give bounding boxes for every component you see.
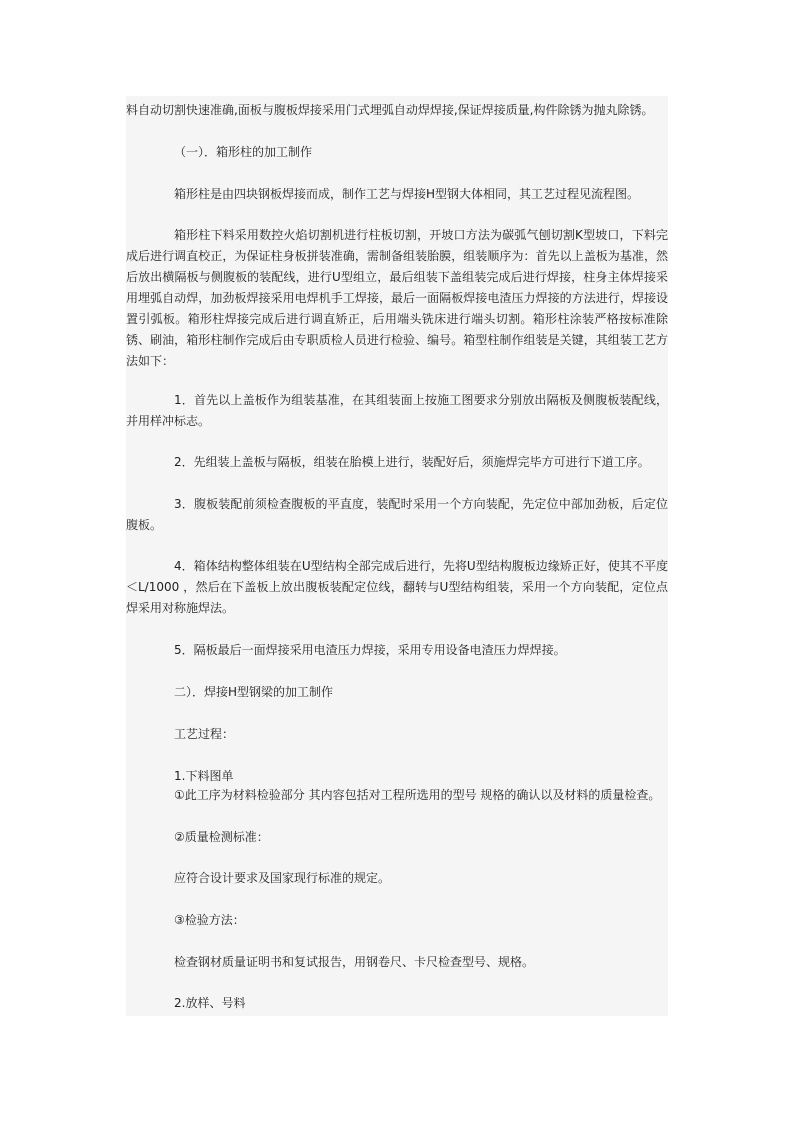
list-item-5: 5．隔板最后一面焊接采用电渣压力焊接，采用专用设备电渣压力焊焊接。 (174, 643, 566, 657)
list-item-3: 3．腹板装配前须检查腹板的平直度，装配时采用一个方向装配，先定位中部加劲板，后定位腹板。 (126, 497, 668, 532)
process-label: 工艺过程： (174, 727, 235, 741)
list-item-4: 4．箱体结构整体组装在U型结构全部完成后进行，先将U型结构腹板边缘矫正好，使其不平度＜L/1000 ，然后在下盖板上放出腹板装配定位线，翻转与U型结构组装，采用一个方向装配，定位点焊采用对称施焊法。 (126, 559, 668, 615)
step-2-title: 2.放样、号料 (174, 996, 246, 1010)
paragraph-box-column-process: 箱形柱下料采用数控火焰切割机进行柱板切割，开坡口方法为碳弧气刨切割K型坡口，下料完成后进行调直校正，为保证柱身板拼装准确，需制备组装胎膜，组装顺序为：首先以上盖板为基准，然后放出横隔板与侧腹板的装配线，进行U型组立，最后组装下盖组装完成后进行焊接，柱身主体焊接采用埋弧自动焊，加劲板焊接采用电焊机手工焊接，最后一面隔板焊接电渣压力焊接的方法进行，焊接设置引弧板。箱形柱焊接完成后进行调直矫正，后用端头铣床进行端头切割。箱形柱涂装严格按标准除锈、刷油，箱形柱制作完成后由专职质检人员进行检验、编号。箱型柱制作组装是关键，其组装工艺方法如下： (126, 228, 668, 368)
paragraph-intro: 料自动切割快速准确,面板与腹板焊接采用门式埋弧自动焊焊接,保证焊接质量,构件除锈为抛丸除锈。 (126, 103, 654, 117)
document-page (126, 96, 668, 1016)
quality-standard-text: 应符合设计要求及国家现行标准的规定。 (174, 871, 391, 885)
list-item-1: 1．首先以上盖板作为组装基准，在其组装面上按施工图要求分别放出隔板及侧腹板装配线，并用样冲标志。 (126, 393, 668, 428)
section-heading-box-column: （一）．箱形柱的加工制作 (174, 145, 313, 159)
paragraph-box-column-overview: 箱形柱是由四块钢板焊接而成，制作工艺与焊接H型钢大体相同，其工艺过程见流程图。 (174, 187, 640, 201)
step-1-item-3: ③检验方法： (174, 913, 245, 927)
step-1-item-2: ②质量检测标准： (174, 830, 269, 844)
inspection-method-text: 检查钢材质量证明书和复试报告，用钢卷尺、卡尺检查型号、规格。 (174, 955, 535, 969)
step-1-title: 1.下料图单 (174, 769, 234, 783)
list-item-2: 2．先组装上盖板与隔板，组装在胎模上进行，装配好后，须施焊完毕方可进行下道工序。 (174, 455, 650, 469)
step-1-item-1: ①此工序为材料检验部分 其内容包括对工程所选用的型号 规格的确认以及材料的质量检查。 (174, 788, 661, 802)
section-heading-h-beam: 二）．焊接H型钢梁的加工制作 (174, 685, 334, 699)
